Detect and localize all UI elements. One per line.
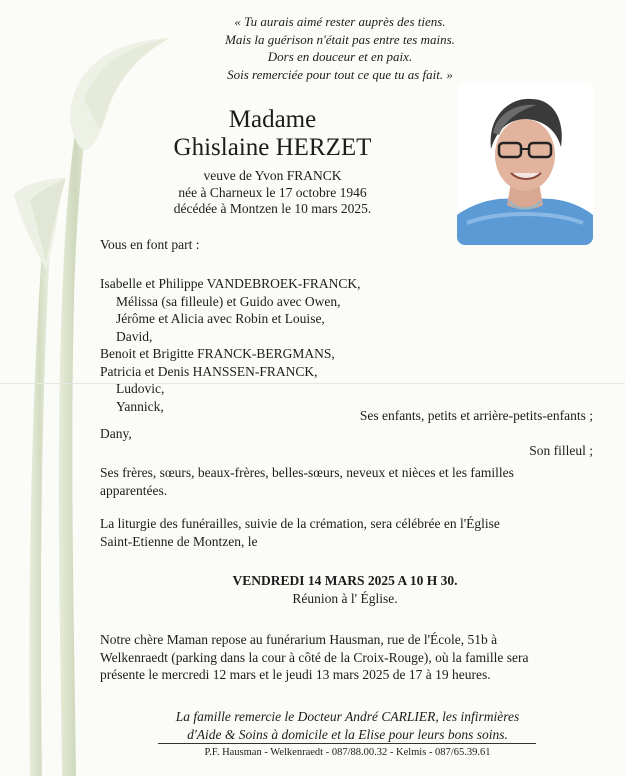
poem-line: Mais la guérison n'était pas entre tes mains. — [225, 31, 455, 47]
announce-text: Vous en font part : — [100, 237, 200, 252]
family-line: Isabelle et Philippe VANDEBROEK-FRANCK, — [100, 276, 361, 291]
family-line: Yannick, — [116, 398, 164, 414]
ceremony-date: VENDREDI 14 MARS 2025 A 10 H 30. — [232, 573, 458, 588]
family-line: David, — [116, 328, 153, 344]
liturgy-line: Saint-Etienne de Montzen, le — [100, 533, 258, 549]
family-list — [100, 275, 361, 415]
poem-line: « Tu aurais aimé rester auprès des tiens. — [234, 14, 446, 29]
family-role: Ses enfants, petits et arrière-petits-enfants ; — [359, 408, 593, 423]
siblings-line: apparentées. — [100, 482, 168, 498]
liturgy-line: La liturgie des funérailles, suivie de la crémation, sera célébrée en l'Église — [100, 516, 500, 531]
thanks-line: d'Aide & Soins à domicile et la Elise pour leurs bons soins. — [187, 726, 508, 742]
family-line: Jérôme et Alicia avec Robin et Louise, — [116, 311, 325, 326]
family-line: Mélissa (sa filleule) et Guido avec Owen, — [116, 293, 341, 309]
poem-line: Sois remerciée pour tout ce que tu as fait. » — [227, 66, 453, 82]
portrait-photo — [457, 83, 593, 245]
family-line: Ludovic, — [116, 381, 165, 396]
thanks-text — [150, 708, 545, 743]
poem — [150, 13, 530, 83]
deceased-info — [140, 168, 405, 218]
deceased-name: Ghislaine HERZET — [173, 134, 372, 161]
family-line: Patricia et Denis HANSSEN-FRANCK, — [100, 363, 318, 379]
poem-line: Dors en douceur et en paix. — [267, 49, 413, 64]
deceased-title: Madame — [228, 106, 317, 133]
liturgy-text — [100, 515, 500, 550]
siblings-line: Ses frères, sœurs, beaux-frères, belles-sœurs, neveux et nièces et les familles — [100, 465, 514, 480]
spouse-line: veuve de Yvon FRANCK — [203, 168, 342, 183]
visitation-line: Notre chère Maman repose au funérarium Hausman, rue de l'École, 51b à — [100, 632, 498, 647]
siblings-text — [100, 464, 514, 499]
visitation-text — [100, 631, 529, 684]
family-line: Benoit et Brigitte FRANCK-BERGMANS, — [100, 346, 335, 361]
death-line: décédée à Montzen le 10 mars 2025. — [173, 201, 372, 216]
visitation-line: Welkenraedt (parking dans la cour à côté de la Croix-Rouge), où la famille sera — [100, 649, 529, 665]
godson-name: Dany, — [100, 426, 132, 441]
godson-role: Son filleul ; — [529, 443, 593, 458]
birth-line: née à Charneux le 17 octobre 1946 — [178, 184, 367, 200]
visitation-line: présente le mercredi 12 mars et le jeudi 13 mars 2025 de 17 à 19 heures. — [100, 667, 491, 682]
reunion-text: Réunion à l' Église. — [292, 591, 398, 606]
funeral-home-contact: P.F. Hausman - Welkenraedt - 087/88.00.32 - Kelmis - 087/65.39.61 — [204, 747, 491, 758]
footer-divider — [158, 743, 536, 744]
thanks-line: La famille remercie le Docteur André CARLIER, les infirmières — [175, 709, 520, 724]
